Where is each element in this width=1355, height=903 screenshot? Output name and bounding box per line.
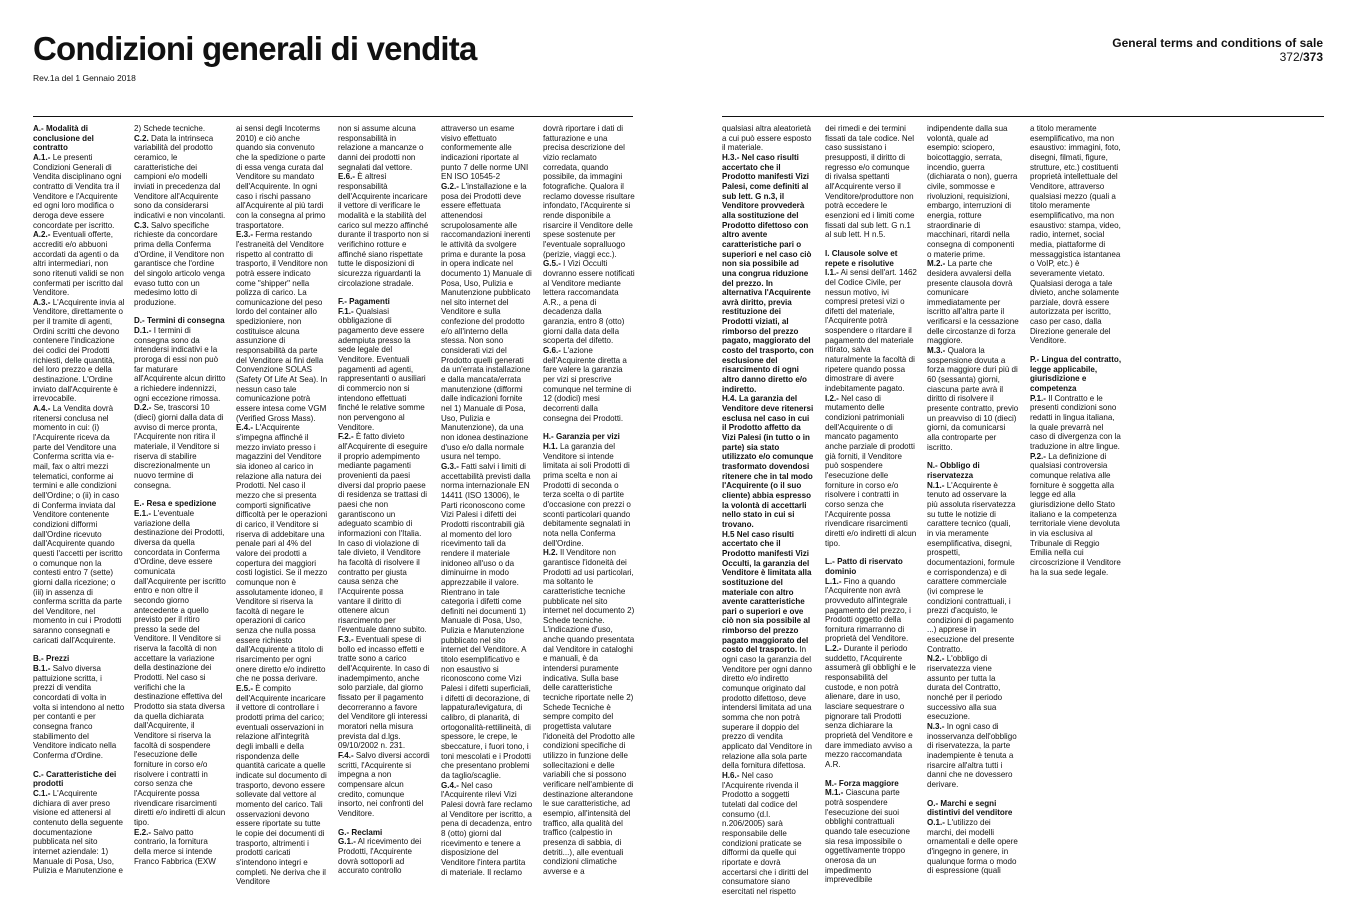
- page-total: 373: [1302, 50, 1323, 64]
- revision-note: Rev.1a del 1 Gennaio 2018: [33, 73, 136, 83]
- section-heading: N.- Obbligo di riservatezza: [927, 461, 980, 480]
- clause-paragraph: [134, 221, 226, 308]
- clause-number: I.2.-: [825, 393, 839, 403]
- clause-text: L'installazione e la posa dei Prodotti deve essere effettuata attenendosi scrupolosamente alle raccomandazioni inerenti le attività da svolgere prima e durante la posa in opera indicate nel documento 1) Manuale di Posa, Uso, Pulizia e Manutenzione pubblicato nel sito internet del Venditore e sulla confezione del prodotto e/o all'interno della stessa. Non sono considerati vizi del Prodotto quelli generati da un'errata installazione e dalla mancata/errata manutenzione (difformi dalle indicazioni fornite nel 1) Manuale di Posa, Uso, Pulizia e Manutenzione), da una non idonea destinazione d'uso e/o dalla normale usura nel tempo.: [441, 181, 532, 462]
- clause-paragraph: [1030, 394, 1122, 452]
- clause-number: F.4.-: [338, 751, 354, 760]
- clause-text: ai sensi degli Incoterms 2010) e ciò anche quando sia convenuto che la spedizione o parte di essa venga curata dal Venditore su mandato dell'Acquirente. In ogni caso i rischi passano all'Acquirente al più tardi con la consegna al primo trasportatore.: [236, 124, 326, 230]
- section-heading: A.- Modalità di conclusione del contratto: [33, 124, 94, 153]
- clause-text: L'utilizzo dei marchi, dei modelli ornamentali e delle opere d'ingegno in genere, in qualunque forma o modo di espressione (quali: [927, 817, 1018, 876]
- clause-number: E.2.-: [134, 827, 151, 837]
- clause-number: A.1.-: [33, 152, 51, 162]
- clause-text: L'eventuale variazione della destinazione dei Prodotti, diversa da quella concordata in Conferma d'Ordine, deve essere comunicata dall'Acquirente per iscritto entro e non oltre il secondo giorno antecedente a quello previsto per il ritiro presso la sede del Venditore. Il Venditore si riserva la facoltà di non accettare la variazione della destinazione dei Prodotti. Nel caso si verifichi che la destinazione effettiva del Prodotto sia stata diversa da quella dichiarata dall'Acquirente, il Venditore si riserva la facoltà di sospendere l'esecuzione delle forniture in corso e/o risolvere i contratti in corso senza che l'Acquirente possa rivendicare risarcimenti diretti e/o indiretti di alcun tipo.: [134, 508, 226, 827]
- clause-text: L'Acquirente s'impegna affinché il mezzo inviato presso i magazzini del Venditore sia idoneo al carico in relazione alla natura dei Prodotti. Nel caso il mezzo che si presenta comporti significative difficoltà per le operazioni di carico, il Venditore si riserva di addebitare una penale pari al 4% del valore dei prodotti a copertura dei maggiori costi logistici. Se il mezzo comunque non è assolutamente idoneo, il Venditore si riserva la facoltà di negare le operazioni di carico senza che nulla possa essere richiesto dall'Acquirente a titolo di risarcimento per ogni onere diretto e/o indiretto che ne possa derivare.: [236, 423, 328, 684]
- clause-text: indipendente dalla sua volontà, quale ad esempio: sciopero, boicottaggio, serrata, incendio, guerra (dichiarata o non), guerra civile, sommosse e rivoluzioni, requisizioni, embargo, interruzioni di energia, rotture straordinarie di macchinari, ritardi nella consegna di componenti o materie prime.: [927, 124, 1018, 259]
- clause-number: N.2.-: [927, 654, 945, 664]
- clause-number: E.1.-: [134, 508, 151, 518]
- clause-number: F.2.-: [338, 432, 354, 442]
- section-heading: F.- Pagamenti: [338, 297, 390, 307]
- clause-text: In ogni caso la garanzia del Venditore per ogni danno diretto e/o indiretto comunque originato dal prodotto difettoso, deve intendersi limitata ad una somma che non potrà superare il doppio del prezzo di vendita applicato dal Venditore in relazione alla sola parte della fornitura difettosa.: [722, 645, 812, 771]
- clause-paragraph: [33, 230, 125, 298]
- clause-paragraph: [722, 394, 814, 529]
- clause-paragraph: [236, 230, 328, 423]
- page-number: [1112, 50, 1323, 64]
- clause-paragraph: [825, 788, 917, 885]
- clause-text: Le presenti Condizioni Generali di Vendita disciplinano ogni contratto di Vendita tra il Venditore e l'Acquirente ed ogni loro modifica o deroga deve essere concordate per iscritto.: [33, 152, 122, 230]
- clause-number: I.1.-: [825, 268, 839, 278]
- clause-paragraph: [927, 722, 1019, 790]
- clause-number: D.2.-: [134, 403, 152, 413]
- clause-number: L.1.-: [825, 576, 842, 586]
- clause-text: In ogni caso di inosservanza dell'obbligo di riservatezza, la parte inadempiente è tenuta a risarcire all'altra tutti i danni che ne dovessero derivare.: [927, 722, 1017, 789]
- clause-text: L'Acquirente dichiara di aver preso visione ed attenersi al contenuto della seguente documentazione pubblicata nel sito internet aziendale: 1) Manuale di Posa, Uso, Pulizia e Manutenzione e: [33, 788, 123, 876]
- clause-text: Salvo specifiche richieste da concordare prima della Conferma d'Ordine, il Venditore non garantisce che l'ordine del singolo articolo venga evaso tutto con un medesimo lotto di produzione.: [134, 220, 225, 307]
- clause-number: G.5.-: [543, 259, 561, 269]
- clause-paragraph: [338, 307, 430, 433]
- clause-number: F.3.-: [338, 635, 354, 645]
- clause-paragraph: [543, 346, 635, 423]
- clause-number: G.3.-: [441, 461, 459, 471]
- clause-paragraph: [441, 462, 533, 781]
- clause-paragraph: [927, 481, 1019, 655]
- clause-paragraph: [1030, 124, 1122, 346]
- clause-text: Qualora la sospensione dovuta a forza maggiore duri più di 60 (sessanta) giorni, ciascuna parte avrà il diritto di risolvere il presente contratto, previo un preavviso di 10 (dieci) giorni, da comunicarsi alla controparte per iscritto.: [927, 346, 1019, 452]
- clause-number: B.1.-: [33, 664, 51, 674]
- clause-number: H.4. La garanzia del Venditore deve ritenersi esclusa nel caso in cui il Prodotto affetto da Vizi Palesi (in tutto o in parte) sia stato utilizzato e/o comunque trasformato dovendosi ritenere che in tal modo l'Acquirente (o il suo cliente) abbia espresso la volontà di accettarli nello stato in cui si trovano.: [722, 394, 814, 529]
- text-column-4: [338, 124, 430, 896]
- header-right: [1112, 36, 1323, 64]
- clause-text: 2) Schede tecniche.: [134, 124, 206, 133]
- right-divider: [722, 116, 1324, 117]
- clause-text: L'azione dell'Acquirente diretta a fare valere la garanzia per vizi si prescrive comunque nel termine di 12 (dodici) mesi decorrenti dalla consegna dei Prodotti.: [543, 346, 632, 423]
- clause-paragraph: [134, 828, 226, 867]
- clause-number: M.1.-: [825, 788, 844, 798]
- clause-text: La parte che desidera avvalersi della presente clausola dovrà comunicare immediatamente per iscritto all'altra parte il verificarsi e la cessazione delle circostanze di forza maggiore.: [927, 259, 1019, 346]
- clause-number: E.3.-: [236, 230, 253, 240]
- section-heading: E.- Resa e spedizione: [134, 499, 217, 509]
- text-column-5: [441, 124, 533, 896]
- clause-number: C.1.-: [33, 788, 51, 798]
- section-heading: M.- Forza maggiore: [825, 778, 899, 788]
- clause-paragraph: [927, 346, 1019, 452]
- document-subtitle: General terms and conditions of sale: [1112, 36, 1323, 50]
- clause-text: dei rimedi e dei termini fissati da tale codice. Nel caso sussistano i presupposti, il diritto di regresso e/o comunque di rivalsa spettanti all'Acquirente verso il Venditore/produttore non potrà eccedere le esenzioni ed i limiti come fissati dal sub lett. G n.1 al sub lett. H n.5.: [825, 124, 915, 240]
- clause-number: N.3.-: [927, 722, 945, 732]
- clause-number: D.1.-: [134, 326, 152, 336]
- clause-text: dovrà riportare i dati di fatturazione e una precisa descrizione del vizio reclamato corredata, quando possibile, da immagini fotografiche. Qualora il reclamo dovesse risultare infondato, l'Acquirente si rende disponibile a risarcire il Venditore delle spese sostenute per l'eventuale sopralluogo (perizie, viaggi ecc.).: [543, 124, 635, 259]
- clause-text: Il Venditore non garantisce l'idoneità dei Prodotti ad usi particolari, ma soltanto le caratteristiche tecniche pubblicate nel sito internet nel documento 2) Schede tecniche. L'indicazione d'uso, anche quando presentata dal Venditore in cataloghi e manuali, è da intendersi puramente indicativa. Sulla base delle caratteristiche tecniche riportate nelle 2) Schede Tecniche è sempre compito del progettista valutare l'idoneità del Prodotto alle condizioni specifiche di utilizzo in funzione delle sollecitazioni e delle variabili che si possono verificare nell'ambiente di destinazione alterandone le sue caratteristiche, ad esempio, all'intensità del traffico, alla qualità del traffico (calpestio in presenza di sabbia, di detriti...), alle eventuali condizioni climatiche avverse e a: [543, 548, 635, 876]
- section-heading: I. Clausole solve et repete e risolutive: [825, 248, 898, 268]
- clause-number: A.2.-: [33, 230, 51, 240]
- clause-number: E.5.-: [236, 684, 253, 694]
- clause-number: N.1.-: [927, 480, 945, 490]
- page-separator: /: [1299, 50, 1303, 64]
- clause-paragraph: [134, 124, 226, 134]
- clause-paragraph: [441, 182, 533, 462]
- document-title: Condizioni generali di vendita: [33, 30, 477, 67]
- clause-text: attraverso un esame visivo effettuato conformemente alle indicazioni riportate al punto 7 delle norme UNI EN ISO 10545-2: [441, 124, 529, 182]
- clause-number: H.5 Nel caso risulti accertato che il Prodotto manifesti Vizi Occulti, la garanzia del Venditore è limitata alla sostituzione del materiale con altro avente caratteristiche pari o superiori e ove ciò non sia possibile al rimborso del prezzo pagato maggiorato del costo del trasporto.: [722, 529, 812, 655]
- section-heading: H.- Garanzia per vizi: [543, 432, 620, 442]
- clause-paragraph: [236, 684, 328, 887]
- clause-paragraph: [825, 268, 917, 394]
- clause-text: Data la intrinseca variabilità del prodotto ceramico, le caratteristiche dei campioni e/o modelli inviati in precedenza dal Venditore all'Acquirente sono da considerarsi indicativi e non vincolanti.: [134, 133, 226, 220]
- clause-text: L'Acquirente invia al Venditore, direttamente o per il tramite di agenti, Ordini scritti che devono contenere l'indicazione dei codici dei Prodotti richiesti, delle quantità, del loro prezzo e della destinazione. L'Ordine inviato dall'Acquirente è irrevocabile.: [33, 297, 125, 404]
- clause-paragraph: [927, 818, 1019, 876]
- clause-paragraph: [134, 403, 226, 490]
- clause-number: F.1.-: [338, 306, 354, 316]
- clause-number: E.6.-: [338, 172, 355, 182]
- clause-number: H.6.-: [722, 770, 740, 780]
- clause-text: non si assume alcuna responsabilità in relazione a mancanze o danni dei prodotti non segnalati dal vettore.: [338, 124, 424, 172]
- clause-paragraph: [338, 172, 430, 288]
- clause-text: La Vendita dovrà ritenersi conclusa nel momento in cui: (i) l'Acquirente riceva da parte del Venditore una Conferma scritta via e-mail, fax o altri mezzi telematici, conforme ai termini e alle condizioni dell'Ordine; o (ii) in caso di Conferma inviata dal Venditore contenente condizioni difformi dall'Ordine ricevuto dall'Acquirente quando questi l'accetti per iscritto o comunque non la contesti entro 7 (sette) giorni dalla ricezione; o (iii) in assenza di conferma scritta da parte del Venditore, nel momento in cui i Prodotti saranno consegnati e caricati dall'Acquirente.: [33, 404, 123, 645]
- text-column-6: [543, 124, 635, 896]
- clause-text: Ferma restando l'estraneità del Venditore rispetto al contratto di trasporto, il Venditore non potrà essere indicato come "shipper" nella polizza di carico. La comunicazione del peso lordo del container allo spedizioniere, non costituisce alcuna assunzione di responsabilità da parte del Venditore ai fini della Convenzione SOLAS (Safety Of Life At Sea). In nessun caso tale comunicazione potrà essere intesa come VGM (Verified Gross Mass).: [236, 230, 328, 423]
- clause-number: P.2.-: [1030, 451, 1046, 461]
- clause-number: G.1.-: [338, 837, 356, 847]
- clause-text: Ai sensi dell'art. 1462 del Codice Civile, per nessun motivo, ivi compresi pretesi vizi o difetti del materiale, l'Acquirente potrà sospendere o ritardare il pagamento del materiale ritirato, salva naturalmente la facoltà di ripetere quando possa dimostrare di avere indebitamente pagato.: [825, 268, 917, 394]
- clause-number: G.6.-: [543, 346, 561, 356]
- clause-number: H.1.: [543, 442, 558, 451]
- clause-text: Se, trascorsi 10 (dieci) giorni dalla data di avviso di merce pronta, l'Acquirente non ritira il materiale, il Venditore si riserva di stabilire discrezionalmente un nuovo termine di consegna.: [134, 403, 224, 490]
- clause-text: a titolo meramente esemplificativo, ma non esaustivo: immagini, foto, disegni, filmati, figure, strutture, etc.) costituenti proprietà intellettuale del Venditore, attraverso qualsiasi mezzo (quali a titolo meramente esemplificativo, ma non esaustivo: stampa, video, radio, internet, social media, piattaforme di messaggistica istantanea o VoIP, etc.) è severamente vietato. Qualsiasi deroga a tale divieto, anche solamente parziale, dovrà essere autorizzata per iscritto, caso per caso, dalla Direzione generale del Venditore.: [1030, 124, 1121, 346]
- clause-number: G.2.-: [441, 181, 459, 191]
- clause-text: Eventuali spese di bollo ed incasso effetti e tratte sono a carico dell'Acquirente. In caso di inadempimento, anche solo parziale, dal giorno fissato per il pagamento decorreranno a favore del Venditore gli interessi moratori nella misura prevista dal d.lgs. 09/10/2002 n. 231.: [338, 635, 430, 751]
- clause-text: I termini di consegna sono da intendersi indicativi e la proroga di essi non può far maturare all'Acquirente alcun diritto a richiedere indennizzi, ogni eccezione rimossa.: [134, 326, 226, 403]
- clause-paragraph: [236, 124, 328, 230]
- clause-text: Fatti salvi i limiti di accettabilità previsti dalla norma internazionale EN 14411 (ISO 13006), le Parti riconoscono come Vizi Palesi i difetti dei Prodotti riscontrabili già al momento del loro ricevimento tali da rendere il materiale inidoneo all'uso o da diminuirne in modo apprezzabile il valore. Rientrano in tale categoria i difetti come definiti nei documenti 1) Manuale di Posa, Uso, Pulizia e Manutenzione pubblicato nel sito internet del Venditore. A titolo esemplificativo e non esaustivo si riconoscono come Vizi Palesi i difetti superficiali, i difetti di decorazione, di lappatura/levigatura, di calibro, di planarità, di ortogonalità-rettilineità, di spessore, le crepe, le sbeccature, i fuori tono, i toni mescolati e i Prodotti che presentano problemi da taglio/scaglie.: [441, 461, 531, 780]
- section-heading: L.- Patto di riservato dominio: [825, 557, 903, 576]
- clause-text: È compito dell'Acquirente incaricare il vettore di controllare i prodotti prima del carico; eventuali osservazioni in relazione all'integrità degli imballi e della rispondenza delle quantità caricate a quelle indicate sul documento di trasporto, devono essere sollevate dal vettore al momento del carico. Tali osservazioni devono essere riportate su tutte le copie dei documenti di trasporto, altrimenti i prodotti caricati s'intendono integri e completi. Ne deriva che il Venditore: [236, 684, 327, 887]
- clause-number: E.4.-: [236, 423, 253, 433]
- clause-text: qualsiasi altra aleatorietà a cui può essere esposto il materiale.: [722, 124, 812, 153]
- clause-paragraph: [441, 781, 533, 878]
- section-heading: D.- Termini di consegna: [134, 316, 225, 326]
- clause-paragraph: [1030, 452, 1122, 578]
- clause-text: L'obbligo di riservatezza viene assunto per tutta la durata del Contratto, nonché per il periodo successivo alla sua esecuzione.: [927, 654, 1003, 722]
- section-heading: O.- Marchi e segni distintivi del venditore: [927, 798, 1013, 818]
- clause-text: Nel caso l'Acquirente rivenda il Prodotto a soggetti tutelati dal codice del consumo (d.l. n.206/2005) sarà responsabile delle condizioni praticate se difformi da quelle qui riportate e dovrà accertarsi che i diritti del consumatore siano esercitati nel rispetto: [722, 770, 809, 896]
- clause-paragraph: [338, 432, 430, 635]
- clause-paragraph: [134, 509, 226, 828]
- page-current: 372: [1279, 50, 1300, 64]
- clause-text: Salvo diversa pattuizione scritta, i prezzi di vendita concordati di volta in volta si intendono al netto per contanti e per consegna franco stabilimento del Venditore indicato nella Conferma d'Ordine.: [33, 664, 125, 760]
- text-column-2: [134, 124, 226, 896]
- clause-paragraph: [338, 124, 430, 172]
- clause-paragraph: [543, 259, 635, 346]
- clause-paragraph: [722, 153, 814, 394]
- clause-text: I Vizi Occulti dovranno essere notificati al Venditore mediante lettera raccomandata A.R., a pena di decadenza dalla garanzia, entro 8 (otto) giorni dalla data della scoperta del difetto.: [543, 259, 635, 346]
- clause-paragraph: [825, 124, 917, 240]
- clause-number: M.2.-: [927, 259, 946, 269]
- clause-paragraph: [543, 548, 635, 876]
- clause-paragraph: [441, 124, 533, 182]
- text-column-3: [236, 124, 328, 896]
- clause-number: C.2.: [134, 133, 149, 143]
- text-column-7: [722, 124, 814, 896]
- clause-paragraph: [722, 530, 814, 771]
- clause-text: È altresì responsabilità dell'Acquirente incaricare il vettore di verificare le modalità e la stabilità del carico sul mezzo affinché durante il trasporto non si verifichino rotture e affinché siano rispettate tutte le disposizioni di sicurezza riguardanti la circolazione stradale.: [338, 172, 429, 288]
- clause-number: M.3.-: [927, 346, 946, 356]
- clause-number: H.2.: [543, 548, 558, 558]
- clause-paragraph: [338, 837, 430, 876]
- clause-number: O.1.-: [927, 817, 945, 827]
- clause-text: Ciascuna parte potrà sospendere l'esecuzione dei suoi obblighi contrattuali quando tale esecuzione sia resa impossibile o oggettivamente troppo onerosa da un impedimento imprevedibile: [825, 788, 911, 885]
- clause-paragraph: [543, 442, 635, 548]
- clause-paragraph: [825, 577, 917, 645]
- clause-number: G.4.-: [441, 780, 459, 790]
- clause-number: A.4.-: [33, 404, 51, 414]
- clause-text: Al ricevimento dei Prodotti, l'Acquirente dovrà sottoporli ad accurato controllo: [338, 837, 422, 876]
- clause-paragraph: [825, 644, 917, 770]
- clause-paragraph: [927, 124, 1019, 259]
- text-column-1: [33, 124, 125, 896]
- section-heading: G.- Reclami: [338, 827, 383, 837]
- clause-paragraph: [33, 153, 125, 230]
- clause-paragraph: [543, 124, 635, 259]
- clause-paragraph: [825, 394, 917, 549]
- clause-paragraph: [134, 326, 226, 403]
- clause-paragraph: [134, 134, 226, 221]
- text-column-8: [825, 124, 917, 896]
- clause-number: P.1.-: [1030, 393, 1046, 403]
- clause-number: H.3.- Nel caso risulti accertato che il Prodotto manifesti Vizi Palesi, come definiti al sub lett. G n.3, il Venditore provvederà alla sostituzione del Prodotto difettoso con altro avente caratteristiche pari o superiori e nel caso ciò non sia possibile ad una congrua riduzione del prezzo. In alternativa l'Acquirente avrà diritto, previa restituzione dei Prodotti viziati, al rimborso del prezzo pagato, maggiorato del costo del trasporto, con esclusione del risarcimento di ogni altro danno diretto e/o indiretto.: [722, 152, 814, 394]
- text-column-10: [1030, 124, 1122, 896]
- clause-text: Il Contratto e le presenti condizioni sono redatti in lingua italiana, la quale prevarrà nel caso di divergenza con la traduzione in altre lingue.: [1030, 393, 1121, 451]
- clause-number: C.3.: [134, 220, 149, 230]
- clause-paragraph: [33, 664, 125, 761]
- clause-paragraph: [236, 423, 328, 684]
- section-heading: B.- Prezzi: [33, 654, 70, 664]
- clause-text: Nel caso l'Acquirente rilevi Vizi Palesi dovrà fare reclamo al Venditore per iscritto, a pena di decadenza, entro 8 (otto) giorni dal ricevimento e tenere a disposizione del Venditore l'intera partita di materiale. Il reclamo: [441, 780, 533, 877]
- clause-paragraph: [33, 789, 125, 876]
- clause-paragraph: [927, 654, 1019, 722]
- clause-text: La definizione di qualsiasi controversia comunque relativa alle forniture è soggetta alla legge ed alla giurisdizione dello Stato italiano e la competenza territoriale viene devoluta in via esclusiva al Tribunale di Reggio Emilia nella cui circoscrizione il Venditore ha la sua sede legale.: [1030, 451, 1121, 577]
- clause-text: È fatto divieto all'Acquirente di eseguire il proprio adempimento mediante pagamenti provenienti da paesi diversi dal proprio paese di residenza se trattasi di paesi che non garantiscono un adeguato scambio di informazioni con l'Italia. In caso di violazione di tale divieto, il Venditore ha facoltà di risolvere il contratto per giusta causa senza che l'Acquirente possa vantare il diritto di ottenere alcun risarcimento per l'eventuale danno subito.: [338, 432, 428, 635]
- clause-text: Durante il periodo suddetto, l'Acquirente assumerà gli obblighi e le responsabilità del custode, e non potrà alienare, dare in uso, lasciare sequestrare o pignorare tali Prodotti senza dichiarare la proprietà del Venditore e dare immediato avviso a mezzo raccomandata A.R.: [825, 644, 916, 769]
- left-divider: [33, 116, 633, 117]
- clause-text: Qualsiasi obbligazione di pagamento deve essere adempiuta presso la sede legale del Venditore. Eventuali pagamenti ad agenti, rappresentanti o ausiliari di commercio non si intendono effettuati finché le relative somme non pervengono al Venditore.: [338, 306, 426, 432]
- clause-text: Fino a quando l'Acquirente non avrà provveduto all'integrale pagamento del prezzo, i Prodotti oggetto della fornitura rimarranno di proprietà del Venditore.: [825, 576, 911, 644]
- clause-text: Nel caso di mutamento delle condizioni patrimoniali dell'Acquirente o di mancato pagamento anche parziale di prodotti già forniti, il Venditore può sospendere l'esecuzione delle forniture in corso e/o risolvere i contratti in corso senza che l'Acquirente possa rivendicare risarcimenti diretti e/o indiretti di alcun tipo.: [825, 393, 917, 548]
- clause-text: Salvo diversi accordi scritti, l'Acquirente si impegna a non compensare alcun credito, comunque insorto, nei confronti del Venditore.: [338, 751, 430, 818]
- clause-number: L.2.-: [825, 644, 842, 654]
- clause-paragraph: [722, 124, 814, 153]
- text-column-9: [927, 124, 1019, 896]
- clause-paragraph: [927, 259, 1019, 346]
- clause-paragraph: [338, 635, 430, 751]
- clause-paragraph: [33, 404, 125, 645]
- clause-text: Eventuali offerte, accrediti e/o abbuoni accordati da agenti o da altri intermediari, non sono ritenuti validi se non confermati per iscritto dal Venditore.: [33, 230, 124, 298]
- clause-paragraph: [33, 298, 125, 404]
- clause-paragraph: [338, 751, 430, 819]
- clause-text: L'Acquirente è tenuto ad osservare la più assoluta riservatezza su tutte le notizie di carattere tecnico (quali, in via meramente esemplificativa, disegni, prospetti, documentazioni, formule e corrispondenza) e di carattere commerciale (ivi comprese le condizioni contrattuali, i prezzi d'acquisto, le condizioni di pagamento ...) apprese in esecuzione del presente Contratto.: [927, 480, 1016, 654]
- section-heading: P.- Lingua del contratto, legge applicabile, giurisdizione e competenza: [1030, 355, 1122, 394]
- clause-number: A.3.-: [33, 297, 51, 307]
- clause-text: La garanzia del Venditore si intende limitata ai soli Prodotti di prima scelta e non ai Prodotti di seconda o terza scelta o di partite d'occasione con prezzi o sconti particolari quando debitamente segnalati in nota nella Conferma dell'Ordine.: [543, 442, 631, 548]
- clause-text: Salvo patto contrario, la fornitura della merce si intende Franco Fabbrica (EXW: [134, 827, 216, 866]
- section-heading: C.- Caratteristiche dei prodotti: [33, 769, 117, 789]
- clause-paragraph: [722, 771, 814, 896]
